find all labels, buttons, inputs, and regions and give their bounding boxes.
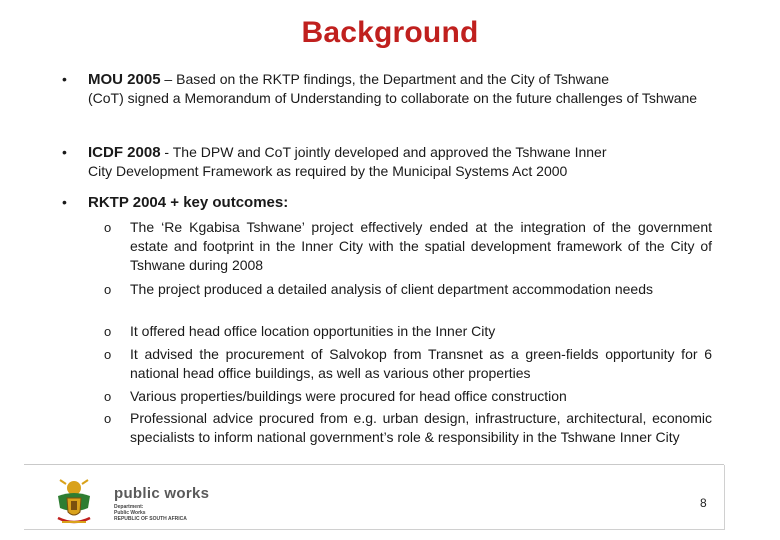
sub-bullet-marker: o [104, 411, 112, 426]
sub-bullet-marker: o [104, 347, 112, 362]
bullet-rktp-2004 [62, 193, 712, 212]
bullet-text: – Based on the RKTP findings, the Department and the City of Tshwane [160, 71, 610, 87]
sub-bullet-text: It advised the procurement of Salvokop from Transnet as a green-fields opportunity for 6 national head office buildings, as well as various other properties [130, 346, 712, 381]
logo-sub-line: Public Works [114, 510, 146, 516]
public-works-logo: public works [114, 485, 210, 502]
sub-bullet-text: Various properties/buildings were procured for head office construction [130, 388, 567, 404]
sub-bullet-text: The ‘Re Kgabisa Tshwane’ project effectively ended at the integration of the government estate and footprint in the Inner City with the spatial development framework of the City of Tshwane during 2008 [130, 219, 712, 273]
sub-bullet [104, 322, 712, 341]
sub-bullet-marker: o [104, 389, 112, 404]
bullet-dot: • [62, 71, 67, 87]
bullet-mou-2005 [62, 70, 712, 108]
coat-of-arms-icon [52, 478, 96, 528]
bullet-heading: MOU 2005 [88, 71, 161, 88]
sub-bullet-marker: o [104, 282, 112, 297]
sub-bullet [104, 345, 712, 383]
sub-bullet-text: The project produced a detailed analysis of client department accommodation needs [130, 281, 653, 297]
sub-bullet [104, 218, 712, 275]
bullet-dot: • [62, 144, 67, 160]
bullet-icdf-2008 [62, 143, 712, 181]
logo-sub-line: Department: [114, 504, 144, 510]
bullet-text-continued: (CoT) signed a Memorandum of Understanding to collaborate on the future challenges of Tshwane [88, 90, 698, 106]
bullet-dot: • [62, 194, 67, 210]
bullet-text-continued: City Development Framework as required by the Municipal Systems Act 2000 [88, 163, 568, 179]
page-title: Background [301, 16, 479, 49]
sub-bullet [104, 387, 712, 406]
page-number: 8 [700, 496, 707, 510]
sub-bullet-marker: o [104, 220, 112, 235]
public-works-logo-subtitle [114, 504, 187, 522]
bullet-heading: RKTP 2004 + key outcomes: [88, 194, 289, 211]
sub-bullet-marker: o [104, 324, 112, 339]
logo-sub-line: REPUBLIC OF SOUTH AFRICA [114, 516, 187, 522]
bullet-heading: ICDF 2008 [88, 144, 161, 161]
sub-bullet [104, 280, 712, 299]
bullet-text: - The DPW and CoT jointly developed and approved the Tshwane Inner [160, 144, 607, 160]
sub-bullet-text: It offered head office location opportunities in the Inner City [130, 323, 496, 339]
sub-bullet-text: Professional advice procured from e.g. urban design, infrastructure, architectural, economic specialists to inform national government’s role & responsibility in the Tshwane Inner City [130, 410, 712, 445]
sub-bullet [104, 409, 712, 447]
